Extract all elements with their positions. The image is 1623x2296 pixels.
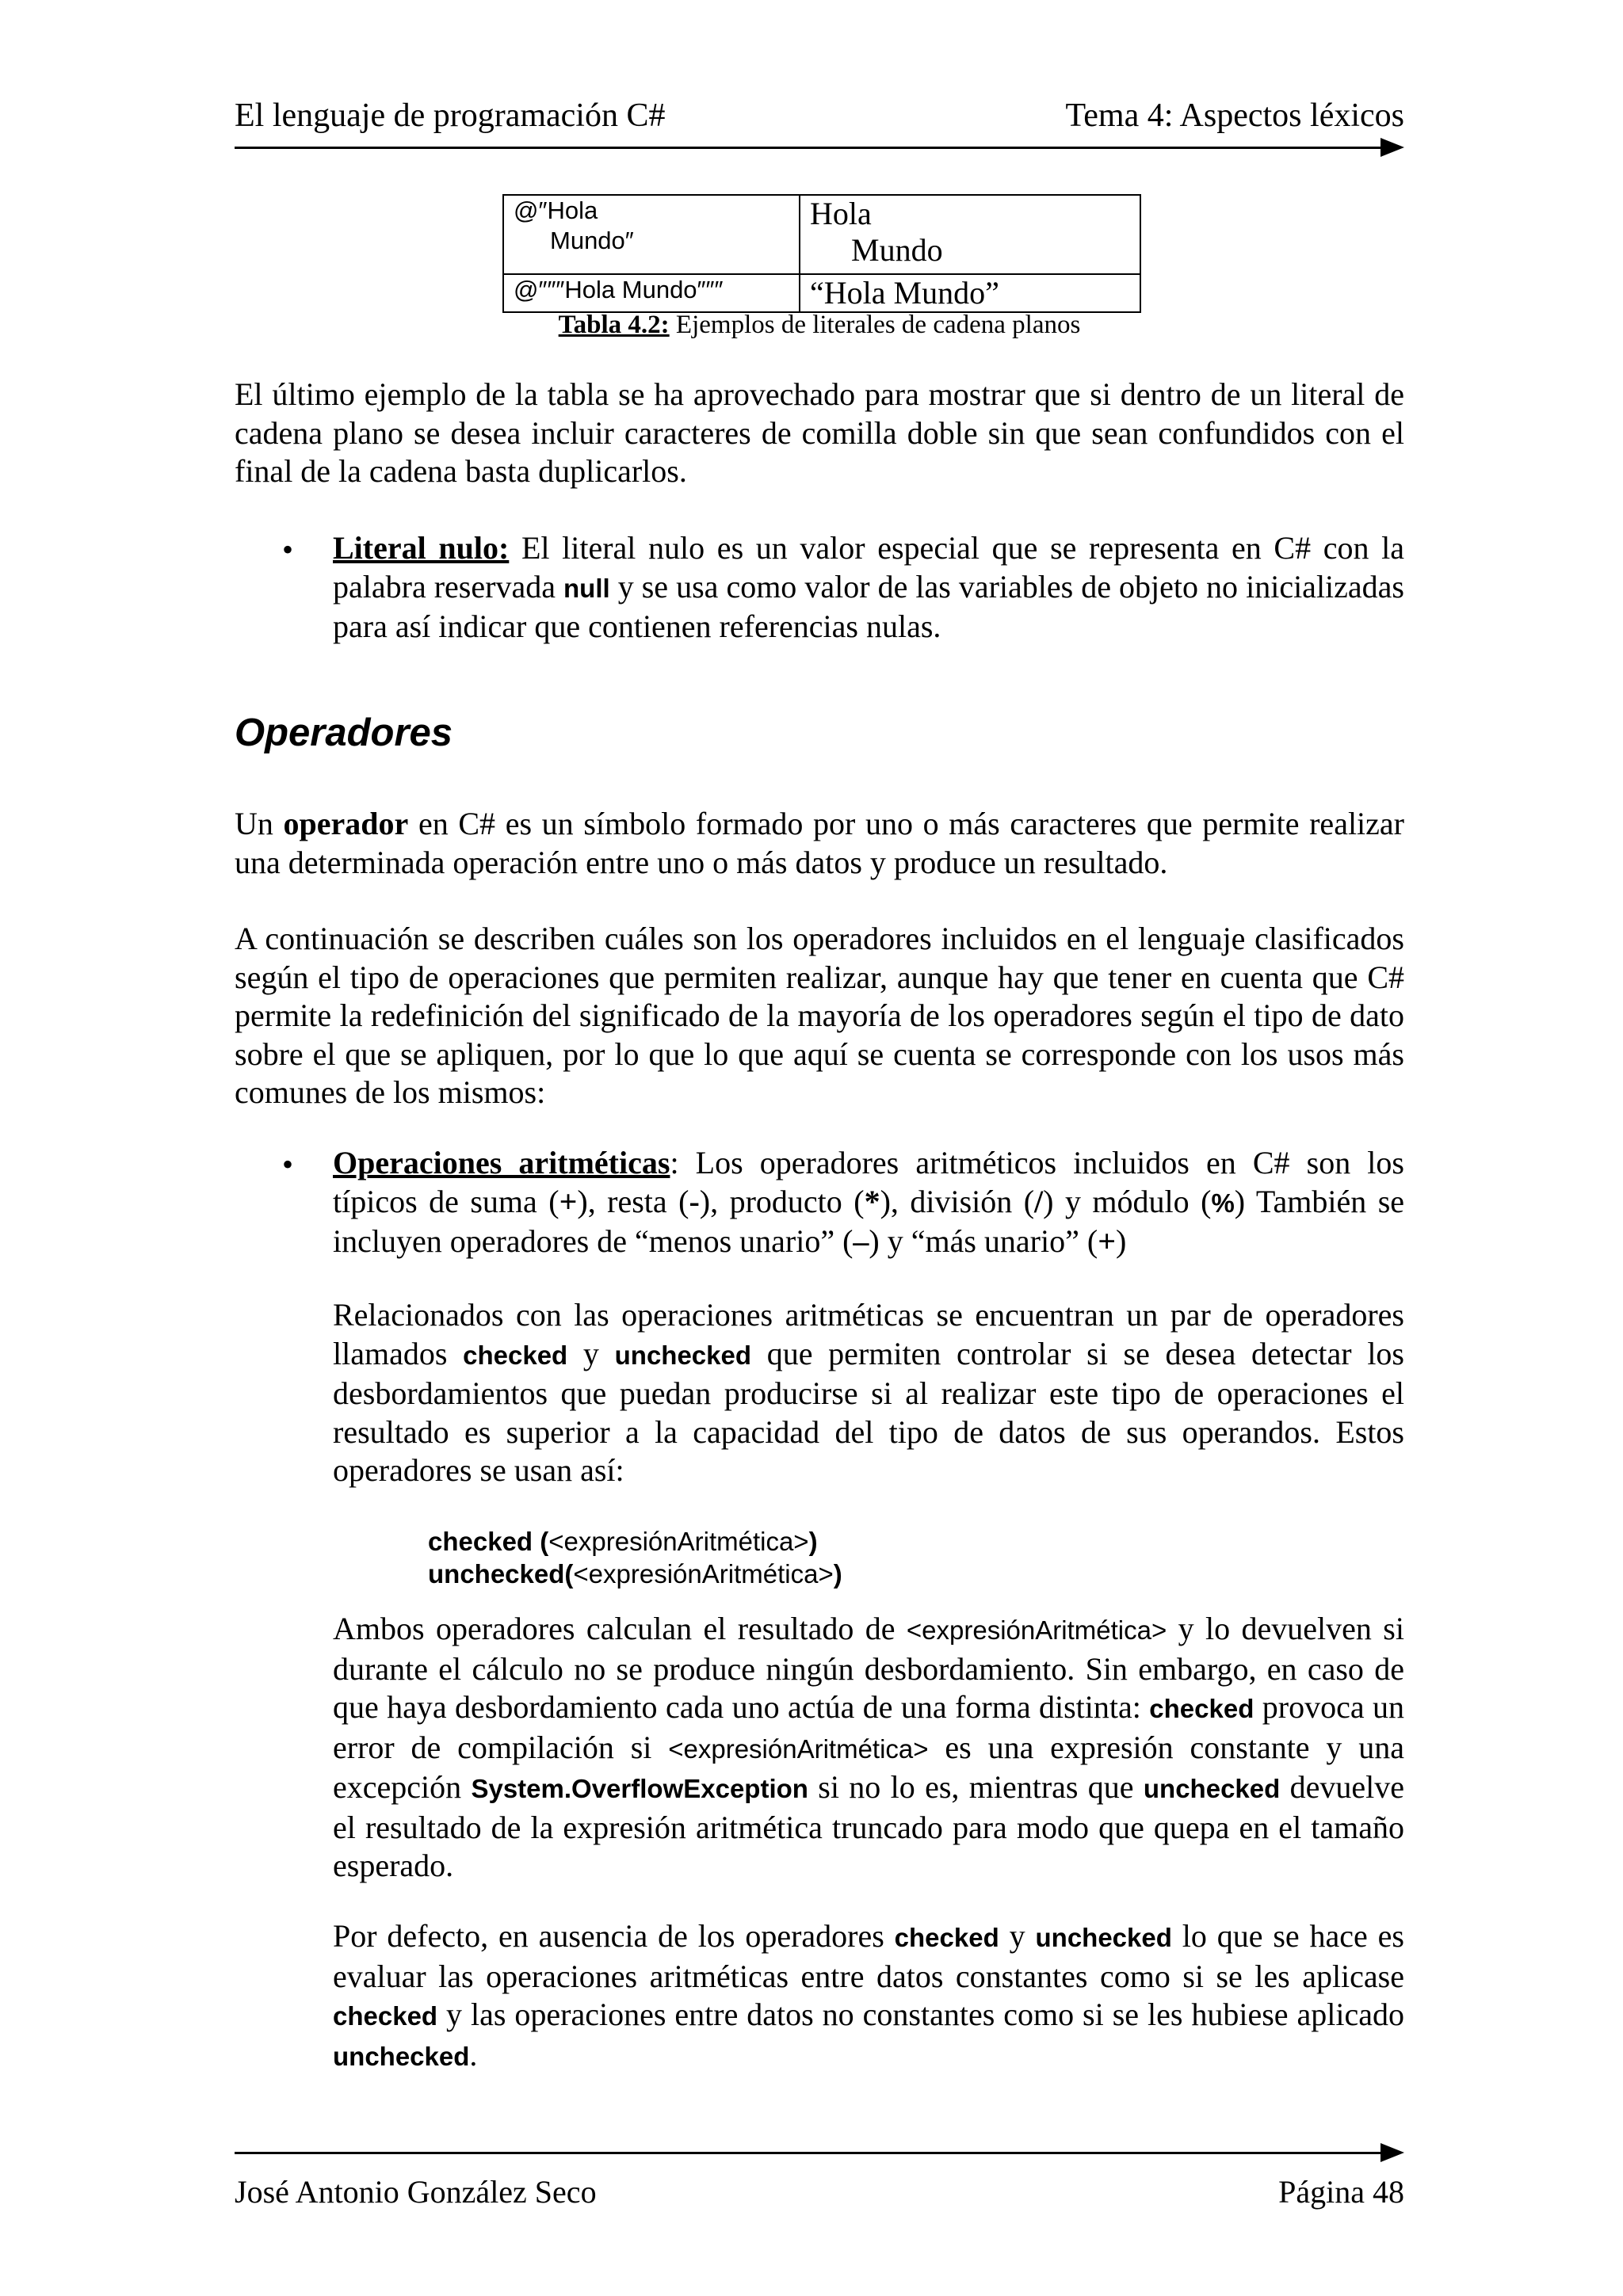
operator-divide: / [1034,1183,1044,1219]
paragraph-continuacion: A continuación se describen cuáles son los operadores incluidos en el lenguaje clasificados según el tipo de operaciones que permiten realizar, aunque hay que tener en cuenta que C# permite la redefinición del significado de la mayoría de los operadores según el tipo de dato sobre el que se apliquen, por lo que lo que aquí se cuenta se corresponde con los usos más comunes de los mismos: [235,921,1404,1110]
header-arrow-icon [1381,138,1404,157]
keyword-checked: checked [1149,1694,1254,1723]
header-chapter-title: Tema 4: Aspectos léxicos [1065,97,1404,134]
syntax-line-unchecked: unchecked(<expresiónAritmética>) [428,1559,842,1589]
operator-plus: + [559,1183,578,1219]
term-operaciones-aritmeticas: Operaciones aritméticas [333,1145,670,1180]
paragraph-ambos-operadores: Ambos operadores calculan el resultado de <expresiónAritmética> y lo devuelven si durante el cálculo no se produce ningún desbordamiento. Sin embargo, en caso de que haya desbordamiento cada uno actúa de una forma distinta: checked provoca un error de compilación si <expresiónAritmética> es una expresión constante y una excepción System.OverflowException si no lo es, mientras que unchecked devuelve el resultado de la expresión aritmética truncado para modo que quepa en el tamaño esperado. [333,1611,1405,1883]
paragraph-literal-nulo: Literal nulo: El literal nulo es un valor especial que se representa en C# con la palabra reservada null y se usa como valor de las variables de objeto no inicializadas para así indicar que contienen referencias nulas. [333,530,1404,644]
syntax-block [428,1525,842,1590]
paragraph-operaciones-aritmeticas: Operaciones aritméticas: Los operadores aritméticos incluidos en C# son los típicos de suma (+), resta (-), producto (*), división (/) y módulo (%) También se incluyen operadores de “menos unario” (–) y “más unario” (+) [333,1145,1405,1259]
keyword-null: null [563,573,610,603]
keyword-unchecked: unchecked [333,2041,470,2071]
keyword-unchecked: unchecked [614,1340,752,1370]
keyword-checked: checked [463,1340,568,1370]
table-caption-text: Ejemplos de literales de cadena planos [669,311,1081,339]
footer-arrow-icon [1381,2143,1404,2162]
operator-modulo: % [1211,1188,1235,1218]
table-cell-result: Hola Mundo [800,195,1140,274]
footer-page-number: Página 48 [1278,2174,1404,2210]
keyword-unchecked: unchecked [1035,1923,1172,1952]
table-row [503,274,1140,312]
paragraph-por-defecto: Por defecto, en ausencia de los operadores checked y unchecked lo que se hace es evaluar las operaciones aritméticas entre datos constantes como si se les aplicase checked y las operaciones entre datos no constantes como si se les hubiese aplicado unchecked. [333,1918,1404,2073]
header-rule [235,147,1382,149]
section-title: Operadores [235,711,453,754]
paragraph-last-example: El último ejemplo de la tabla se ha aprovechado para mostrar que si dentro de un literal de cadena plano se desea incluir caracteres de comilla doble sin que sean confundidos con el final de la cadena basta duplicarlos. [235,376,1404,489]
syntax-line-checked: checked (<expresiónAritmética>) [428,1527,818,1556]
table-row [503,195,1140,274]
bullet-icon: • [282,532,294,567]
paragraph-relacionados: Relacionados con las operaciones aritméticas se encuentran un par de operadores llamados checked y unchecked que permiten controlar si se desea detectar los desbordamientos que puedan producirse si al realizar este tipo de operaciones el resultado es superior a la capacidad del tipo de datos de sus operandos. Estos operadores se usan así: [333,1297,1405,1488]
operator-minus: - [689,1183,700,1219]
term-literal-nulo: Literal nulo: [333,530,510,566]
operator-unary-plus: + [1098,1223,1116,1259]
header-book-title: El lenguaje de programación C# [235,97,666,134]
operator-unary-minus: – [853,1223,869,1259]
keyword-unchecked: unchecked [1143,1774,1281,1803]
table-cell-code: @″Hola Mundo″ [503,195,800,274]
footer-author: José Antonio González Seco [235,2174,597,2210]
keyword-checked: checked [894,1923,999,1952]
string-literals-table [502,194,1141,313]
footer-rule [235,2152,1382,2154]
keyword-checked: checked [333,2001,438,2031]
operator-multiply: * [864,1183,880,1219]
term-operador: operador [283,806,409,841]
paragraph-operador: Un operador en C# es un símbolo formado por uno o más caracteres que permite realizar una determinada operación entre uno o más datos y produce un resultado. [235,806,1404,880]
table-caption-label: Tabla 4.2: [558,311,670,339]
keyword-overflow-exception: System.OverflowException [471,1774,808,1803]
table-cell-code: @″″″Hola Mundo″″″ [503,274,800,312]
table-cell-result: “Hola Mundo” [800,274,1140,312]
page-header [235,97,1404,141]
table-caption [235,311,1404,340]
bullet-icon: • [282,1146,294,1182]
